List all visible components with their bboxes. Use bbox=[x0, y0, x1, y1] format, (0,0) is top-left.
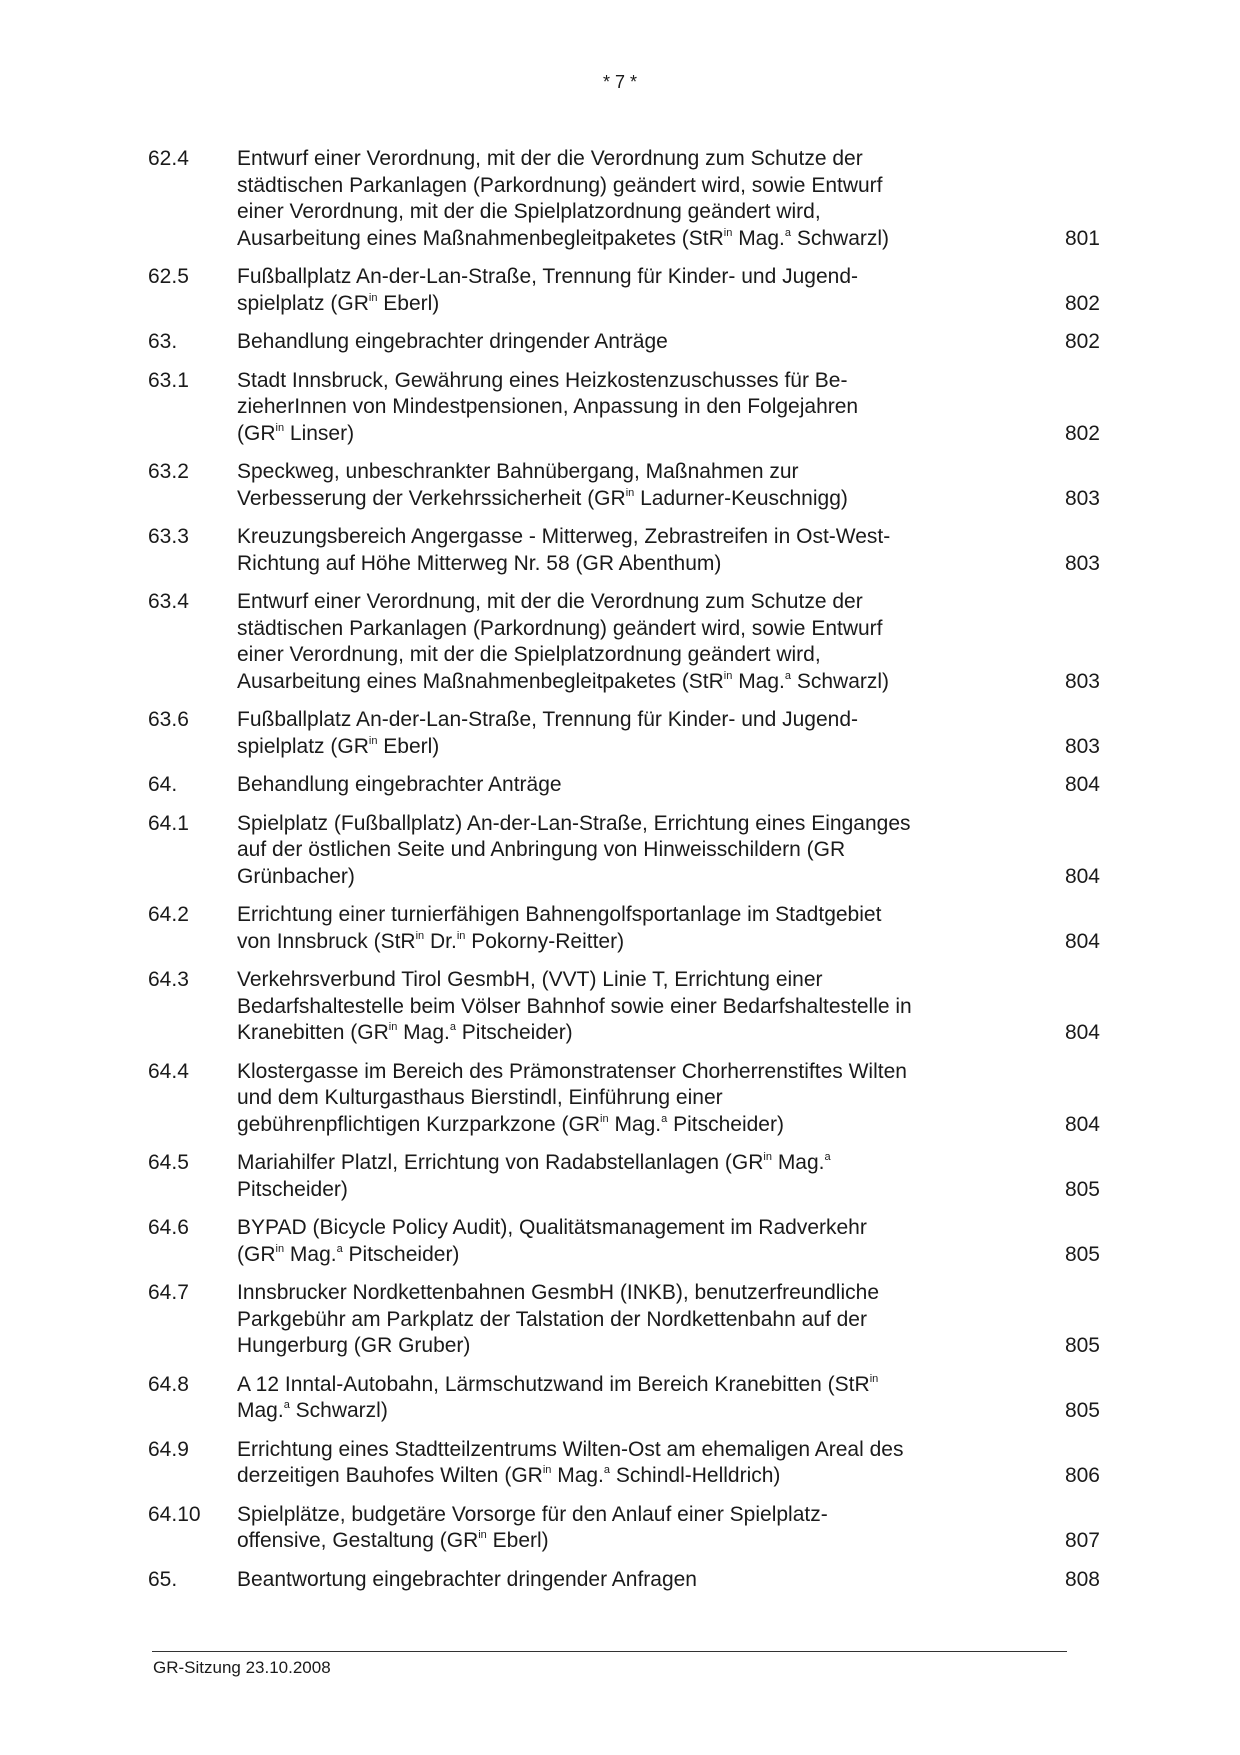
entry-title-line: Mag.$^a$ Schwarzl) bbox=[237, 1399, 388, 1422]
entry-number: 63.2 bbox=[148, 460, 189, 483]
entry-title-line: Bedarfshaltestelle beim Völser Bahnhof sowie einer Bedarfshaltestelle in bbox=[237, 994, 912, 1018]
entry-number: 64.2 bbox=[148, 903, 189, 926]
entry-number: 64.8 bbox=[148, 1372, 189, 1396]
entry-title-line: Parkgebühr am Parkplatz der Talstation der Nordkettenbahn auf der bbox=[237, 1307, 867, 1331]
entry-title-line: Behandlung eingebrachter dringender Anträge bbox=[237, 330, 668, 353]
entry-title-line: Speckweg, unbeschrankter Bahnübergang, Maßnahmen zur bbox=[237, 460, 799, 483]
entry-title-line: städtischen Parkanlagen (Parkordnung) geändert wird, sowie Entwurf bbox=[237, 173, 883, 197]
entry-number: 64.3 bbox=[148, 968, 189, 991]
superscript: in bbox=[723, 669, 733, 682]
entry-title-line: und dem Kulturgasthaus Bierstindl, Einführung einer bbox=[237, 1086, 723, 1109]
entry-title-line: Mariahilfer Platzl, Errichtung von Radabstellanlagen ($GR^{in}$ Mag.$^a$ bbox=[237, 1151, 831, 1174]
superscript: a bbox=[449, 1021, 456, 1033]
entry-title bbox=[237, 1567, 1007, 1594]
entry-title-line: Kranebitten ($GR^{in}$ Mag.$^a$ Pitscheider) bbox=[237, 1021, 573, 1044]
superscript: in bbox=[542, 1464, 552, 1476]
entry-number: 63.3 bbox=[148, 525, 189, 548]
entry-title-line: Hungerburg (GR Gruber) bbox=[237, 1334, 471, 1357]
toc-entry bbox=[148, 1059, 1100, 1139]
entry-number: 64.6 bbox=[148, 1216, 189, 1239]
superscript: a bbox=[784, 226, 792, 239]
superscript: in bbox=[368, 734, 378, 747]
superscript: in bbox=[275, 1242, 285, 1255]
toc-entry bbox=[148, 967, 1100, 1047]
table-of-contents bbox=[148, 146, 1100, 1605]
entry-title bbox=[237, 459, 1007, 512]
entry-title bbox=[237, 811, 1007, 891]
toc-entry bbox=[148, 1372, 1100, 1425]
entry-title bbox=[237, 524, 1007, 577]
entry-title bbox=[237, 1150, 1007, 1203]
entry-title-line: derzeitigen Bauhofes Wilten ($GR^{in}$ Mag.$^a$ Schindl-Helldrich) bbox=[237, 1464, 781, 1487]
entry-page-number: 804 bbox=[1064, 1112, 1100, 1136]
entry-title bbox=[237, 967, 1007, 1047]
entry-title-line: Verbesserung der Verkehrssicherheit ($GR^{in}$ Ladurner-Keuschnigg) bbox=[237, 486, 848, 510]
superscript: a bbox=[784, 669, 792, 682]
entry-page-number: 804 bbox=[1064, 1021, 1100, 1044]
entry-title-line: gebührenpflichtigen Kurzparkzone ($GR^{in}$ Mag.$^a$ Pitscheider) bbox=[237, 1112, 784, 1136]
entry-title bbox=[237, 1280, 1007, 1360]
entry-title-line: Richtung auf Höhe Mitterweg Nr. 58 (GR Abenthum) bbox=[237, 551, 722, 575]
toc-entry bbox=[148, 772, 1100, 799]
entry-page-number: 805 bbox=[1064, 1334, 1100, 1357]
entry-number: 63.4 bbox=[148, 590, 189, 613]
toc-entry bbox=[148, 707, 1100, 760]
entry-title-line: ($GR^{in}$ Linser) bbox=[237, 421, 355, 445]
entry-title-line: Entwurf einer Verordnung, mit der die Verordnung zum Schutze der bbox=[237, 590, 863, 613]
entry-title-line: von Innsbruck (StR$^{in}$ Dr.$^{in}$ Pokorny-Reitter) bbox=[237, 929, 625, 953]
superscript: in bbox=[723, 226, 733, 239]
entry-number: 62.5 bbox=[148, 265, 189, 288]
superscript: in bbox=[415, 929, 425, 942]
entry-title-line: Behandlung eingebrachter Anträge bbox=[237, 773, 562, 796]
entry-title bbox=[237, 264, 1007, 317]
entry-page-number: 805 bbox=[1064, 1242, 1100, 1266]
entry-page-number: 803 bbox=[1064, 669, 1100, 693]
entry-title bbox=[237, 1437, 1007, 1490]
entry-number: 64.7 bbox=[148, 1281, 189, 1304]
superscript: in bbox=[625, 486, 635, 499]
toc-entry bbox=[148, 146, 1100, 252]
entry-page-number: 804 bbox=[1064, 929, 1100, 953]
entry-title-line: BYPAD (Bicycle Policy Audit), Qualitätsmanagement im Radverkehr bbox=[237, 1216, 867, 1239]
entry-number: 62.4 bbox=[148, 147, 189, 170]
toc-entry bbox=[148, 329, 1100, 356]
entry-page-number: 803 bbox=[1064, 734, 1100, 758]
entry-page-number: 802 bbox=[1064, 330, 1100, 353]
entry-title-line: Kreuzungsbereich Angergasse - Mitterweg, Zebrastreifen in Ost-West- bbox=[237, 525, 891, 548]
entry-title-line: Ausarbeitung eines Maßnahmenbegleitpaketes (StR$^{in}$ Mag.$^a$ Schwarzl) bbox=[237, 226, 890, 250]
entry-title bbox=[237, 368, 1007, 448]
entry-page-number: 804 bbox=[1064, 773, 1100, 796]
entry-number: 64. bbox=[148, 773, 178, 796]
toc-entry bbox=[148, 1150, 1100, 1203]
entry-title-line: A 12 Inntal-Autobahn, Lärmschutzwand im Bereich Kranebitten (StR$^{in}$ bbox=[237, 1372, 879, 1396]
entry-title bbox=[237, 1372, 1007, 1425]
toc-entry bbox=[148, 902, 1100, 955]
superscript: a bbox=[661, 1112, 668, 1125]
entry-page-number: 801 bbox=[1064, 226, 1100, 250]
toc-entry bbox=[148, 589, 1100, 695]
entry-page-number: 803 bbox=[1064, 551, 1100, 575]
footer-session-date: GR-Sitzung 23.10.2008 bbox=[153, 1658, 331, 1677]
superscript: in bbox=[869, 1372, 879, 1385]
entry-title-line: Entwurf einer Verordnung, mit der die Verordnung zum Schutze der bbox=[237, 147, 863, 170]
entry-title-line: Stadt Innsbruck, Gewährung eines Heizkostenzuschusses für Be- bbox=[237, 368, 848, 392]
toc-entry bbox=[148, 368, 1100, 448]
superscript: in bbox=[478, 1529, 487, 1541]
entry-number: 63.6 bbox=[148, 708, 189, 731]
toc-entry bbox=[148, 524, 1100, 577]
entry-page-number: 806 bbox=[1064, 1464, 1100, 1487]
entry-title-line: spielplatz ($GR^{in}$ Eberl) bbox=[237, 734, 440, 758]
toc-entry bbox=[148, 1215, 1100, 1268]
entry-page-number: 805 bbox=[1064, 1399, 1100, 1422]
entry-page-number: 804 bbox=[1064, 864, 1100, 888]
entry-number: 64.10 bbox=[148, 1502, 201, 1526]
superscript: in bbox=[275, 421, 285, 434]
entry-page-number: 807 bbox=[1064, 1529, 1100, 1552]
entry-title-line: spielplatz ($GR^{in}$ Eberl) bbox=[237, 291, 440, 315]
toc-entry bbox=[148, 811, 1100, 891]
entry-title-line: einer Verordnung, mit der die Spielplatzordnung geändert wird, bbox=[237, 643, 821, 666]
superscript: in bbox=[388, 1021, 398, 1033]
toc-entry bbox=[148, 1280, 1100, 1360]
entry-number: 64.5 bbox=[148, 1151, 189, 1174]
toc-entry bbox=[148, 1437, 1100, 1490]
entry-title-line: Beantwortung eingebrachter dringender Anfragen bbox=[237, 1567, 697, 1591]
entry-title-line: Verkehrsverbund Tirol GesmbH, (VVT) Linie T, Errichtung einer bbox=[237, 968, 823, 991]
entry-title-line: Errichtung eines Stadtteilzentrums Wilten-Ost am ehemaligen Areal des bbox=[237, 1437, 904, 1461]
toc-entry bbox=[148, 1502, 1100, 1555]
entry-title bbox=[237, 1215, 1007, 1268]
entry-title-line: städtischen Parkanlagen (Parkordnung) geändert wird, sowie Entwurf bbox=[237, 616, 883, 640]
entry-page-number: 802 bbox=[1064, 421, 1100, 445]
entry-number: 63. bbox=[148, 330, 178, 353]
toc-entry bbox=[148, 1567, 1100, 1594]
entry-title-line: Spielplatz (Fußballplatz) An-der-Lan-Straße, Errichtung eines Einganges bbox=[237, 811, 911, 835]
entry-title-line: Pitscheider) bbox=[237, 1177, 348, 1201]
superscript: in bbox=[600, 1112, 609, 1125]
entry-page-number: 808 bbox=[1064, 1567, 1100, 1591]
entry-title-line: einer Verordnung, mit der die Spielplatzordnung geändert wird, bbox=[237, 200, 821, 223]
entry-number: 64.4 bbox=[148, 1059, 189, 1083]
superscript: a bbox=[603, 1464, 611, 1476]
entry-title-line: Fußballplatz An-der-Lan-Straße, Trennung für Kinder- und Jugend- bbox=[237, 265, 859, 288]
entry-number: 65. bbox=[148, 1567, 178, 1591]
entry-title-line: ($GR^{in}$ Mag.$^a$ Pitscheider) bbox=[237, 1242, 460, 1266]
entry-title-line: Errichtung einer turnierfähigen Bahnengolfsportanlage im Stadtgebiet bbox=[237, 903, 882, 926]
superscript: a bbox=[283, 1399, 290, 1411]
entry-title-line: zieherInnen von Mindestpensionen, Anpassung in den Folgejahren bbox=[237, 395, 859, 418]
entry-title-line: Fußballplatz An-der-Lan-Straße, Trennung für Kinder- und Jugend- bbox=[237, 708, 859, 731]
entry-title bbox=[237, 1502, 1007, 1555]
entry-title bbox=[237, 707, 1007, 760]
superscript: a bbox=[336, 1242, 343, 1255]
entry-number: 63.1 bbox=[148, 368, 189, 392]
entry-title bbox=[237, 329, 1007, 356]
toc-entry bbox=[148, 459, 1100, 512]
entry-title-line: Innsbrucker Nordkettenbahnen GesmbH (INKB), benutzerfreundliche bbox=[237, 1281, 879, 1304]
entry-title bbox=[237, 589, 1007, 695]
entry-page-number: 802 bbox=[1064, 291, 1100, 315]
entry-title-line: Ausarbeitung eines Maßnahmenbegleitpaketes (StR$^{in}$ Mag.$^a$ Schwarzl) bbox=[237, 669, 890, 693]
entry-page-number: 803 bbox=[1064, 486, 1100, 510]
footer-divider bbox=[152, 1651, 1067, 1652]
superscript: a bbox=[824, 1151, 831, 1163]
page-number: * 7 * bbox=[602, 72, 638, 92]
entry-title bbox=[237, 772, 1007, 799]
entry-number: 64.9 bbox=[148, 1437, 189, 1461]
entry-title bbox=[237, 902, 1007, 955]
entry-title-line: auf der östlichen Seite und Anbringung von Hinweisschildern (GR bbox=[237, 838, 846, 861]
entry-page-number: 805 bbox=[1064, 1177, 1100, 1201]
entry-title-line: Spielplätze, budgetäre Vorsorge für den Anlauf einer Spielplatz- bbox=[237, 1502, 828, 1526]
superscript: in bbox=[763, 1151, 772, 1163]
entry-title-line: offensive, Gestaltung ($GR^{in}$ Eberl) bbox=[237, 1529, 549, 1552]
entry-title-line: Grünbacher) bbox=[237, 864, 355, 888]
entry-title bbox=[237, 146, 1007, 252]
entry-title-line: Klostergasse im Bereich des Prämonstratenser Chorherrenstiftes Wilten bbox=[237, 1059, 907, 1083]
toc-entry bbox=[148, 264, 1100, 317]
entry-number: 64.1 bbox=[148, 811, 189, 835]
entry-title bbox=[237, 1059, 1007, 1139]
superscript: in bbox=[456, 929, 466, 942]
superscript: in bbox=[368, 291, 378, 304]
